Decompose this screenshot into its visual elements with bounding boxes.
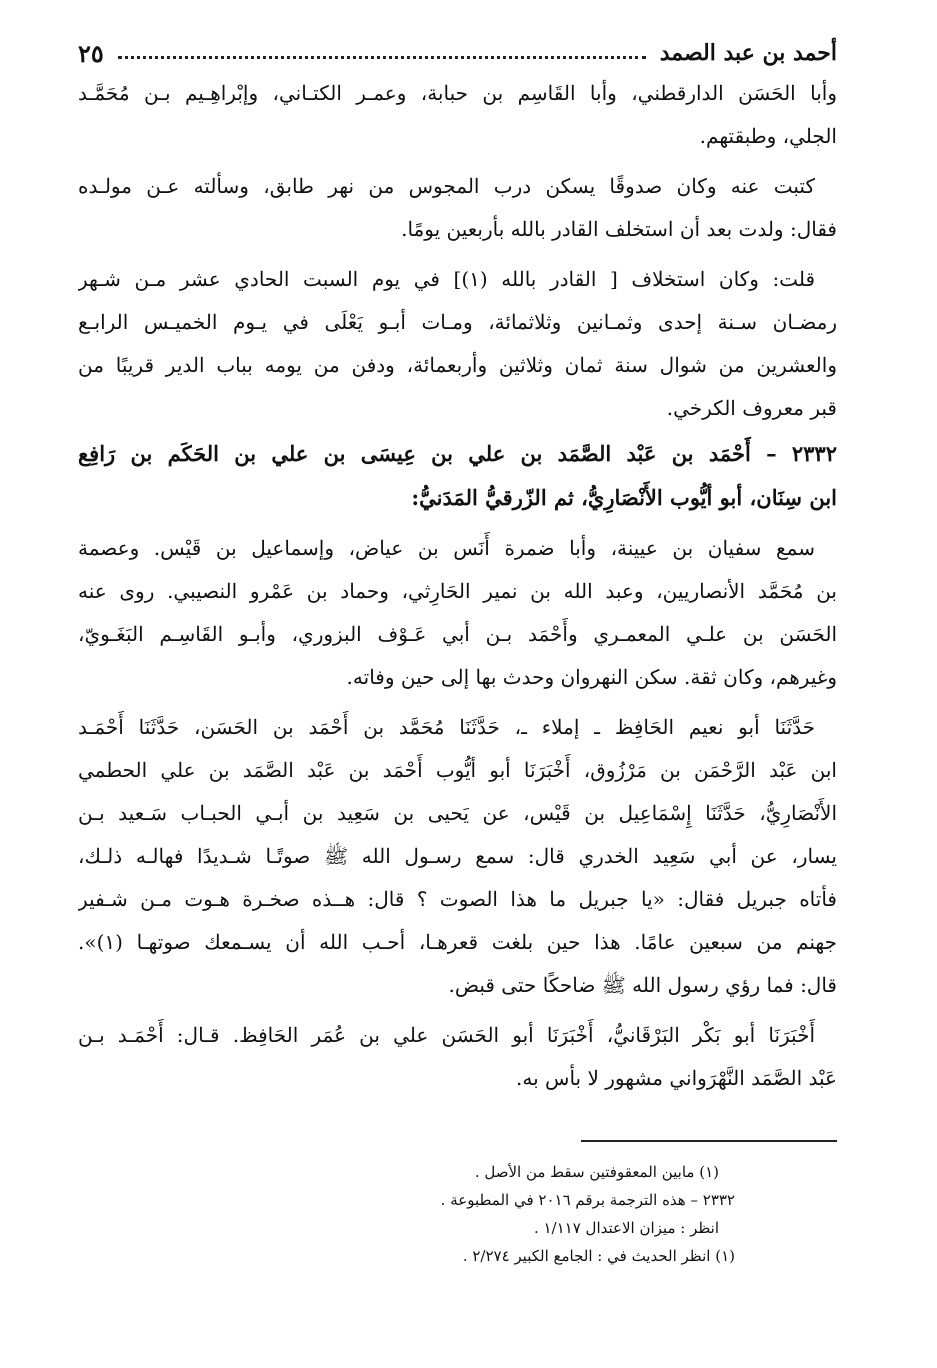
footnote: (١) انظر الحديث في : الجامع الكبير ٢/٢٧٤ .: [462, 1247, 735, 1265]
paragraph: [78, 165, 837, 251]
text-line: ابن سِنَان، أبو أيُّوب الأَنْصَارِيُّ، ثم الزّرقيُّ المَدَنيُّ:: [411, 485, 837, 510]
text-line: فقال: ولدت بعد أن استخلف القادر بالله بأربعين يومًا.: [401, 217, 837, 241]
text-line: الحَسَن بن علـي المعمـري وأَحْمَد بـن أبي عَـوْف البزوري، وأبـو القَاسِـم البَغَـويّ،: [78, 622, 837, 646]
text-line: ٢٣٣٢ – أَحْمَد بن عَبْد الصَّمَد بن علي بن عِيسَى بن علي بن الحَكَم بن رَافِع: [78, 441, 837, 466]
text-line: وأبا الحَسَن الدارقطني، وأبا القَاسِم بن حبابة، وعمـر الكتـاني، وإبْراهِـيم بـن مُحَمَّـد: [78, 81, 837, 105]
paragraph: [78, 72, 837, 158]
paragraph: [78, 258, 837, 430]
text-line: قلت: وكان استخلاف [ القادر بالله (١)] في يوم السبت الحادي عشر مـن شـهر: [78, 267, 815, 291]
text-line: أَخْبَرَنَا أبو بَكْر البَرْقَانيُّ، أَخْبَرَنَا أبو الحَسَن علي بن عُمَر الحَافِظ. قـال: أَحْمَـد بـن: [78, 1023, 815, 1047]
header-dot-leader: [118, 56, 646, 59]
footnote: انظر : ميزان الاعتدال ١/١١٧ .: [533, 1219, 719, 1237]
text-line: ابن عَبْد الرَّحْمَن بن مَرْزُوق، أَخْبَرَنَا أبو أيُّوب أَحْمَد بن عَبْد الصَّمَد بن علي الحطمي: [78, 758, 837, 782]
text-line: وغيرهم، وكان ثقة. سكن النهروان وحدث بها إلى حين وفاته.: [346, 665, 837, 689]
footnote: ٢٣٣٢ – هذه الترجمة برقم ٢٠١٦ في المطبوعة .: [440, 1191, 735, 1209]
text-line: عَبْد الصَّمَد النَّهْرَواني مشهور لا بأس به.: [516, 1066, 837, 1090]
footnote: (١) مابين المعقوفتين سقط من الأصل .: [474, 1163, 719, 1181]
main-text: [78, 72, 837, 1100]
text-line: والعشرين من شوال سنة ثمان وثلاثين وأربعمائة، ودفن من يومه بباب الدير قريبًا من: [78, 353, 837, 377]
paragraph: [78, 1014, 837, 1100]
text-line: الأَنْصَارِيُّ، حَدَّثَنَا إِسْمَاعِيل بن قَيْس، عن يَحيى بن سَعِيد بن أبـي الحبـاب سَـعيد بـن: [78, 801, 837, 825]
text-line: كتبت عنه وكان صدوقًا يسكن درب المجوس من نهر طابق، وسألته عـن مولـده: [78, 174, 815, 198]
text-line: فأتاه جبريل فقال: «يا جبريل ما هذا الصوت ؟ قال: هــذه صخـرة هـوت مـن شـفير: [78, 887, 837, 911]
biography-entry-heading: [78, 432, 837, 520]
text-line: جهنم من سبعين عامًا. هذا حين بلغت قعرهـا، أحـب الله أن يسـمعك صوتهـا (١)».: [78, 930, 837, 954]
page-number: ٢٥: [78, 38, 104, 68]
running-header: [78, 36, 837, 70]
footnotes: [78, 1158, 837, 1270]
header-title: أحمد بن عبد الصمد: [659, 40, 837, 66]
text-line: الجلي، وطبقتهم.: [699, 124, 837, 148]
paragraph: [78, 706, 837, 1007]
text-line: حَدَّثَنَا أبو نعيم الحَافِظ ـ إملاء ـ، حَدَّثَنَا مُحَمَّد بن أَحْمَد بن الحَسَن، حَدَّثَنَا أَحْمَـد: [78, 715, 815, 739]
footnote-separator: [581, 1140, 837, 1142]
text-line: يسار، عن أبي سَعِيد الخدري قال: سمع رسـول الله ﷺ صوتًـا شـديدًا فهالـه ذلـك،: [78, 844, 837, 868]
text-line: بن مُحَمَّد الأنصاريين، وعبد الله بن نمير الحَارِثي، وحماد بن عَمْرو النصيبي. روى عنه: [78, 579, 837, 603]
text-line: قال: فما رؤي رسول الله ﷺ ضاحكًا حتى قبض.: [448, 973, 837, 997]
text-line: قبر معروف الكرخي.: [666, 396, 837, 420]
text-line: سمع سفيان بن عيينة، وأبا ضمرة أَنَس بن عياض، وإسماعيل بن قَيْس. وعصمة: [78, 536, 815, 560]
paragraph: [78, 527, 837, 699]
text-line: رمضـان سـنة إحدى وثمـانين وثلاثمائة، ومـات أبـو يَعْلَى في يـوم الخميـس الرابـع: [78, 310, 837, 334]
